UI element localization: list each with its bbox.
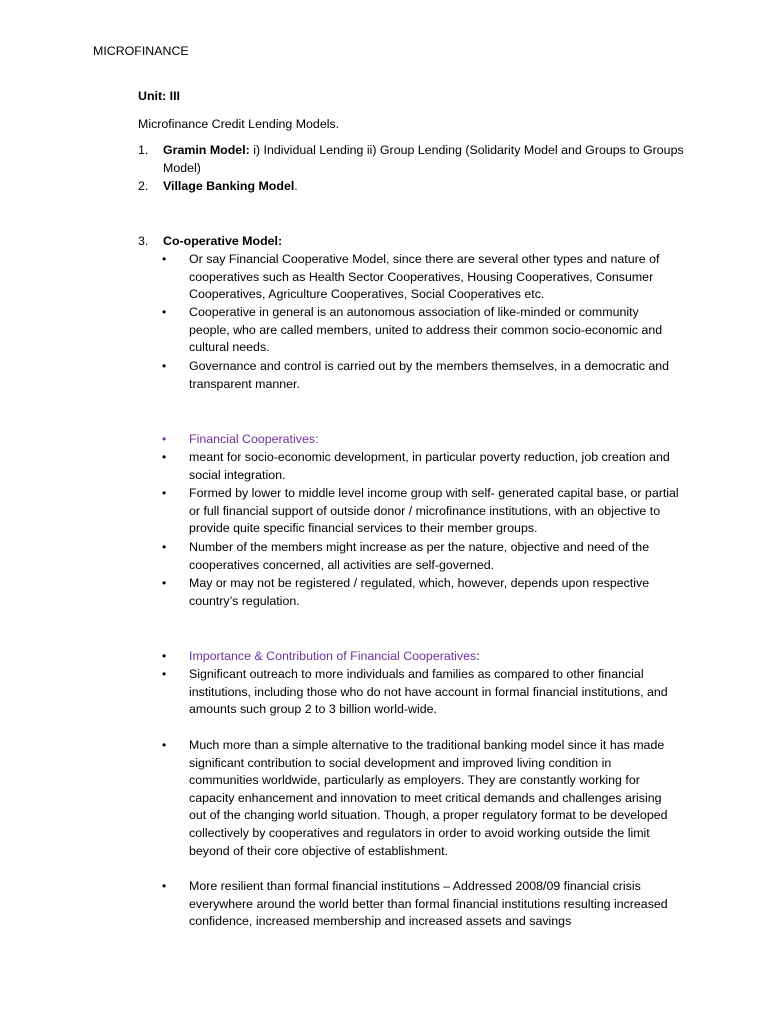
model-number: 3.	[138, 234, 149, 248]
bullet-icon: •	[162, 450, 167, 464]
bullet-text: Formed by lower to middle level income group with self- generated capital base, or partial or full financial support of outside donor / microfinance institutions, with an objective to provide quite specific financial services to their member groups.	[189, 486, 679, 536]
bullet-text: Cooperative in general is an autonomous association of like-minded or community people, who are called members, united to address their common socio-economic and cultural needs.	[189, 305, 663, 355]
bullet-text: meant for socio-economic development, in particular poverty reduction, job creation and social integration.	[189, 450, 670, 482]
bullet-icon: •	[162, 432, 167, 446]
bullet-icon: •	[162, 252, 167, 266]
heading-text: Importance & Contribution of Financial Cooperatives	[189, 649, 477, 663]
model-title: Village Banking Model	[163, 179, 295, 193]
bullet-icon: •	[162, 540, 167, 554]
bullet-text: Governance and control is carried out by the members themselves, in a democratic and transparent manner.	[189, 359, 670, 391]
bullet-icon: •	[162, 305, 167, 319]
bullet-text: Number of the members might increase as per the nature, objective and need of the cooperatives concerned, all activities are self-governed.	[189, 540, 650, 572]
model-number: 1.	[138, 143, 149, 157]
model-title: Co-operative Model:	[163, 234, 283, 248]
bullet-text: Or say Financial Cooperative Model, since there are several other types and nature of cooperatives such as Health Sector Cooperatives, Housing Cooperatives, Consumer Cooperatives, Agriculture Cooperatives, Social Cooperatives etc.	[189, 252, 660, 302]
model-description: i) Individual Lending ii) Group Lending (Solidarity Model and Groups to Groups Model)	[163, 143, 684, 175]
bullet-icon: •	[162, 486, 167, 500]
model-title: Gramin Model:	[163, 143, 250, 157]
heading-colon: :	[476, 649, 480, 663]
heading-text: Financial Cooperatives:	[189, 432, 319, 446]
bullet-icon: •	[162, 649, 167, 663]
bullet-text: Much more than a simple alternative to the traditional banking model since it has made significant contribution to social development and improved living condition in communities worldwide, particularly as employers. They are constantly working for capacity enhancement and innovation to meet critical demands and challenges arising out of the changing world situation. Though, a proper regulatory format to be developed collectively by cooperatives and regulators in order to avoid working outside the limit beyond of their core objective of establishment.	[189, 738, 668, 858]
bullet-icon: •	[162, 359, 167, 373]
bullet-icon: •	[162, 879, 167, 893]
bullet-text: May or may not be registered / regulated, which, however, depends upon respective country’s regulation.	[189, 576, 650, 608]
model-description: .	[294, 179, 298, 193]
bullet-icon: •	[162, 738, 167, 752]
bullet-text: Significant outreach to more individuals and families as compared to other financial institutions, including those who do not have account in formal financial institutions, and amounts such group 2 to 3 billion world-wide.	[189, 667, 668, 717]
bullet-icon: •	[162, 576, 167, 590]
bullet-text: More resilient than formal financial institutions – Addressed 2008/09 financial crisis everywhere around the world better than formal financial institutions resulting increased confidence, increased membership and increased assets and savings	[189, 879, 668, 929]
unit-label: Unit: III	[138, 89, 180, 103]
model-number: 2.	[138, 179, 149, 193]
section-subtitle: Microfinance Credit Lending Models.	[138, 117, 340, 131]
page-header: MICROFINANCE	[93, 44, 189, 58]
bullet-icon: •	[162, 667, 167, 681]
